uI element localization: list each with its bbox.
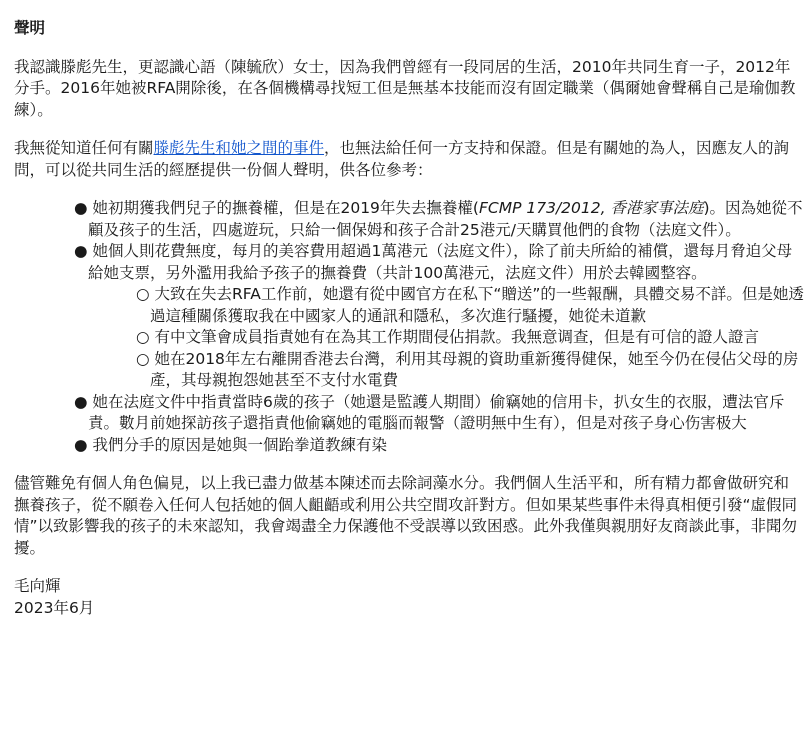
bullet-icon: ● — [74, 199, 88, 217]
bullet-icon: ● — [74, 392, 88, 411]
sub-list — [88, 284, 804, 392]
intro-paragraph: 我認識滕彪先生，更認識心語（陳毓欣）女士，因為我們曾經有一段同居的生活，2010年共同生育一子，2012年分手。2016年她被RFA開除後，在各個機構尋找短工但是無基本技能而沒有固定職業（偶爾她會聲稱自己是瑜伽教練）。 — [14, 57, 796, 119]
signature-date: 2023年6月 — [14, 598, 95, 617]
statement-document — [14, 18, 804, 619]
signature-name: 毛向輝 — [14, 577, 61, 595]
document-title: 聲明 — [14, 19, 46, 37]
list-item: ● 她在法庭文件中指責當時6歲的孩子（她還是監護人期間）偷竊她的信用卡，扒女生的衣服，遭法官斥責。數月前她探訪孩子還指責他偷竊她的電腦而報警（證明無中生有），但是对孩子身心伤害极大 — [74, 392, 785, 432]
circle-bullet-icon: ○ — [136, 328, 150, 346]
allegation-list — [14, 198, 804, 456]
court-case-reference: FCMP 173/2012, 香港家事法庭 — [478, 199, 704, 217]
event-link[interactable]: 滕彪先生和她之間的事件 — [153, 139, 325, 157]
circle-bullet-icon: ○ — [136, 349, 150, 368]
context-paragraph — [14, 138, 804, 181]
context-text-after: ，也無法給任何一方支持和保證。但是有關她的為人，因應友人的詢問，可以從共同生活的經歷提供一份個人聲明，供各位參考： — [14, 139, 790, 179]
circle-bullet-icon: ○ — [136, 285, 150, 303]
sub-list-item: ○ 大致在失去RFA工作前，她還有從中國官方在私下“贈送”的一些報酬，具體交易不詳。但是她透過這種關係獲取我在中國家人的通訊和隱私，多次進行騷擾，她從未道歉 — [136, 285, 804, 325]
sub-list-item: ○ 有中文筆會成員指責她有在為其工作期間侵佔捐款。我無意调查，但是有可信的證人證言 — [136, 328, 759, 346]
bullet-icon: ● — [74, 435, 88, 454]
list-item: ● 她初期獲我們兒子的撫養權，但是在2019年失去撫養權(FCMP 173/2012, 香港家事法庭)。因為她從不顧及孩子的生活，四處遊玩，只給一個保姆和孩子合計25港元/天購買他們的食物（法庭文件）。 — [74, 199, 803, 239]
bullet-icon: ● — [74, 242, 88, 260]
list-item: ● 她個人則花費無度，每月的美容費用超過1萬港元（法庭文件），除了前夫所給的補償，還每月脅迫父母給她支票，另外濫用我給予孩子的撫養費（共計100萬港元，法庭文件）用於去韓國整容。 ○ 大致在失去RFA工作前，她還有從中國官方在私下“贈送”的一些報酬，具體交易不詳。但是她透過這種關係獲取我在中國家人的通訊和隱私，多次進行騷擾，她從未道歉 ○ 有中文筆會成員指責她有在為其工作期間侵佔捐款。我無意调查，但是有可信的證人證言 ○ 她在2018年左右離開香港去台灣，利用其母親的資助重新獲得健保，她至今仍在侵佔父母的房產，其母親抱怨她甚至不支付水電費 — [74, 241, 804, 392]
sub-list-item: ○ 她在2018年左右離開香港去台灣，利用其母親的資助重新獲得健保，她至今仍在侵佔父母的房產，其母親抱怨她甚至不支付水電費 — [136, 349, 799, 389]
context-text-before: 我無從知道任何有關 — [14, 139, 154, 157]
list-item: ● 我們分手的原因是她與一個跆拳道教練有染 — [74, 435, 387, 454]
closing-paragraph: 儘管難免有個人角色偏見，以上我已盡力做基本陳述而去除詞藻水分。我們個人生活平和，所有精力都會做研究和撫養孩子，從不願卷入任何人包括她的個人齟齬或利用公共空間攻訐對方。但如果某些事件未得真相便引發“虛假同情”以致影響我的孩子的未來認知，我會竭盡全力保護他不受誤導以致困惑。此外我僅與親朋好友商談此事，非聞勿擾。 — [14, 474, 798, 557]
